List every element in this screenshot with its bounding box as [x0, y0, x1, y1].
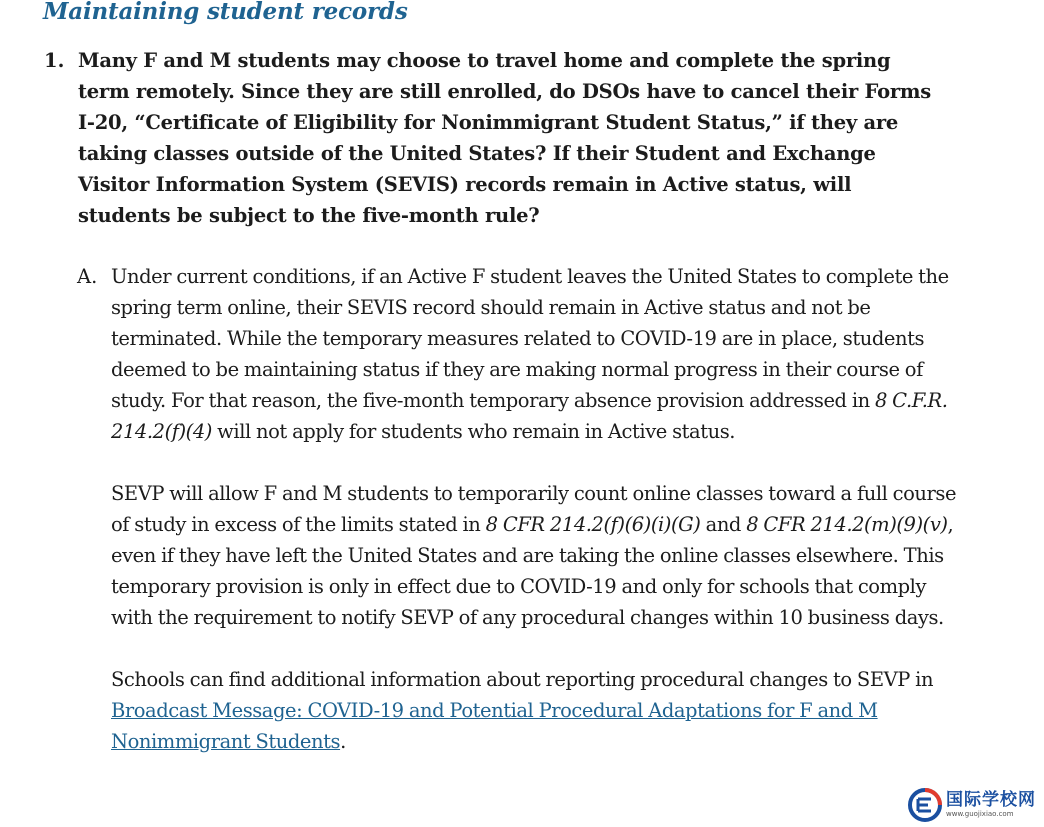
- question-text: Many F and M students may choose to travel home and complete the spring term remotely. Since they are still enrolled, do DSOs have to cancel their Forms I-20, “Certificate of Eligibility for Nonimmigrant Student Status,” if they are taking classes outside of the United States? If their Student and Exchange Visitor Information System (SEVIS) records remain in Active status, will students be subject to the five-month rule?: [78, 49, 931, 227]
- site-watermark: [908, 788, 1036, 822]
- watermark-logo-icon: [908, 788, 942, 822]
- citation-8cfr-214-2-m-9-v: 8 CFR 214.2(m)(9)(v): [746, 513, 948, 536]
- question-item: [44, 45, 944, 231]
- citation-8cfr-214-2-f-4: 8 C.F.R. 214.2(f)(4): [111, 389, 948, 443]
- answer-p1-text-before: Under current conditions, if an Active F student leaves the United States to complete the spring term online, their SEVIS record should remain in Active status and not be terminated. While the temporary measures related to COVID-19 are in place, students deemed to be maintaining status if they are making normal progress in their course of study. For that reason, the five-month temporary absence provision addressed in: [111, 265, 949, 412]
- answer-paragraph-1: [111, 261, 957, 447]
- answer-paragraph-2: [111, 478, 957, 633]
- answer-letter: A.: [77, 265, 98, 288]
- broadcast-message-link[interactable]: Broadcast Message: COVID-19 and Potential Procedural Adaptations for F and M Nonimmigrant Students: [111, 699, 878, 753]
- answer-p3-text-before: Schools can find additional information about reporting procedural changes to SEVP in: [111, 668, 934, 691]
- watermark-url: www.guojixiao.com: [946, 810, 1014, 818]
- answer-p3-text-after: .: [340, 730, 346, 753]
- answer-p2-text-3: , even if they have left the United States and are taking the online classes elsewhere. This temporary provision is only in effect due to COVID-19 and only for schools that comply with the requirement to notify SEVP of any procedural changes within 10 business days.: [111, 513, 954, 629]
- answer-item: [77, 261, 957, 757]
- citation-8cfr-214-2-f-6-i-g: 8 CFR 214.2(f)(6)(i)(G): [485, 513, 701, 536]
- answer-p2-text-1: SEVP will allow F and M students to temporarily count online classes toward a full course of study in excess of the limits stated in: [111, 482, 957, 536]
- watermark-name: 国际学校网: [946, 790, 1036, 810]
- answer-p1-text-after: will not apply for students who remain in Active status.: [211, 420, 736, 443]
- answer-p2-text-2: and: [700, 513, 747, 536]
- section-heading: Maintaining student records: [43, 0, 408, 25]
- question-number: 1.: [44, 49, 65, 72]
- answer-paragraph-3: [111, 664, 957, 757]
